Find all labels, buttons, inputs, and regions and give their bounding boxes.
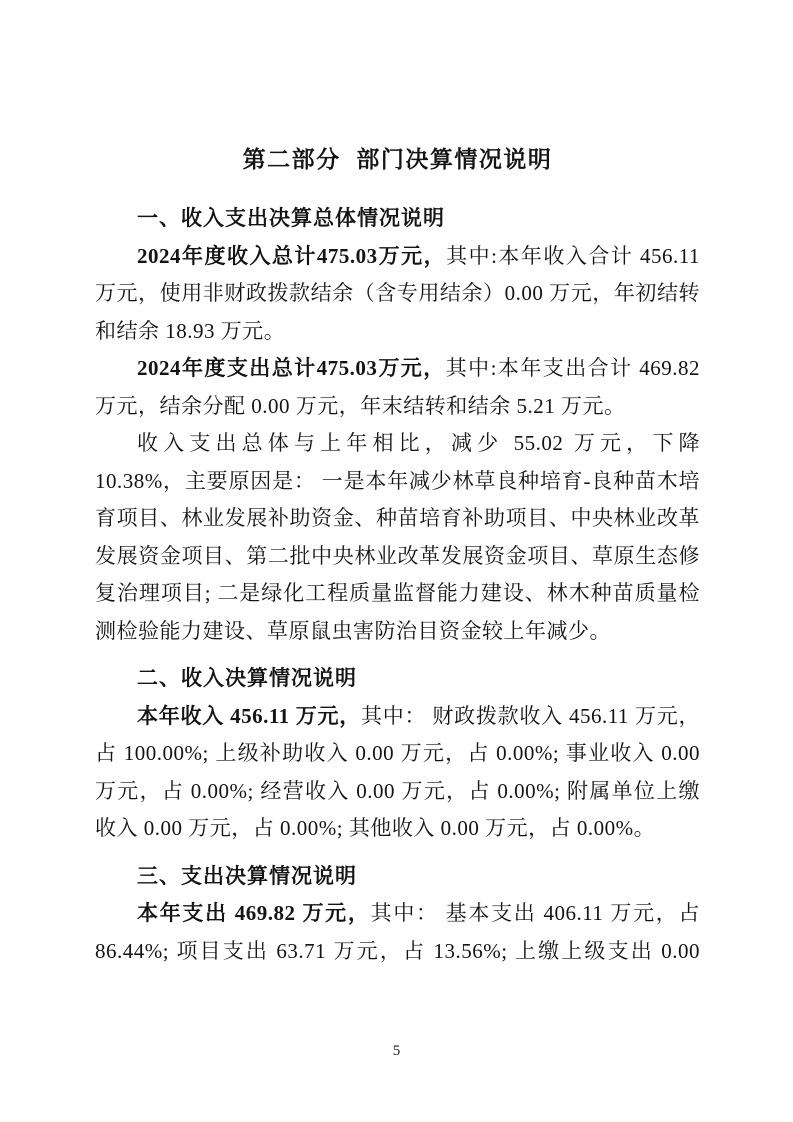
section-income-details [95, 660, 700, 848]
paragraph-total-expenditure [95, 350, 700, 425]
paragraph-lead: 2024年度支出总计475.03万元， [137, 356, 446, 380]
paragraph-text: 其中:本年支出合计 469.82 万元，结余分配 0.00 万元，年末结转和结余 5.21 万元。 [95, 356, 701, 418]
paragraph-text: 收入支出总体与上年相比，减少 55.02 万元，下降 10.38%，主要原因是： 一是本年减少林草良种培育-良种苗木培育项目、林业发展补助资金、种苗培育补助项目、中央林业改革发展资金项目、第二批中央林业改革发展资金项目、草原生态修复治理项目; 二是绿化工程质量监督能力建设、林木种苗质量检测检验能力建设、草原鼠虫害防治目资金较上年减少。 [95, 431, 700, 643]
paragraph-income-breakdown [95, 698, 700, 848]
page-title: 第二部分 部门决算情况说明 [242, 146, 553, 172]
paragraph-lead: 本年支出 469.82 万元， [137, 901, 371, 925]
paragraph-yearly-comparison [95, 425, 700, 650]
paragraph-lead: 本年收入 456.11 万元， [137, 703, 362, 728]
section-heading-overview: 一、收入支出决算总体情况说明 [137, 207, 445, 230]
section-income-expenditure-overview [95, 200, 700, 650]
paragraph-text: 其中:本年收入合计 456.11 万元，使用非财政拨款结余（含专用结余）0.00 万元，年初结转和结余 18.93 万元。 [95, 243, 700, 343]
paragraph-text: 其中： 基本支出 406.11 万元，占 86.44%; 项目支出 63.71 万元，占 13.56%; 上缴上级支出 0.00 [95, 901, 700, 963]
section-expenditure-details [95, 858, 700, 971]
section-heading-expenditure: 三、支出决算情况说明 [137, 864, 357, 888]
paragraph-expenditure-breakdown [95, 895, 700, 970]
page-number: 5 [392, 1043, 401, 1059]
paragraph-text: 其中： 财政拨款收入 456.11 万元，占 100.00%; 上级补助收入 0.00 万元，占 0.00%; 事业收入 0.00 万元，占 0.00%; 经营收入 0.00 万元，占 0.00%; 附属单位上缴收入 0.00 万元，占 0.00%; 其他收入 0.00 万元，占 0.00%。 [95, 703, 700, 840]
section-heading-income: 二、收入决算情况说明 [137, 667, 357, 690]
paragraph-lead: 2024年度收入总计475.03万元， [137, 243, 447, 268]
paragraph-total-income [95, 238, 700, 351]
